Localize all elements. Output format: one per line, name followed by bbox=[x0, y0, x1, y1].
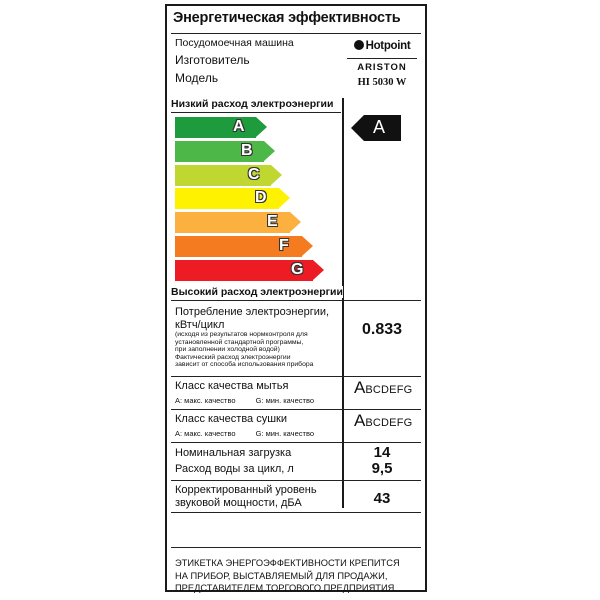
low-consumption-label: Низкий расход электроэнергии bbox=[171, 98, 334, 110]
water-label: Расход воды за цикл, л bbox=[175, 463, 294, 475]
high-consumption-label: Высокий расход электроэнергии bbox=[171, 286, 343, 298]
washing-class-big: A bbox=[354, 378, 366, 397]
footer-line-3: ПРЕДСТАВИТЕЛЕМ ТОРГОВОГО ПРЕДПРИЯТИЯ bbox=[175, 583, 395, 593]
footer-line-1: ЭТИКЕТКА ЭНЕРГОЭФФЕКТИВНОСТИ КРЕПИТСЯ bbox=[175, 558, 400, 568]
drying-class-label: Класс качества сушки bbox=[175, 413, 287, 425]
drying-scale-max: А: макс. качество bbox=[175, 429, 236, 438]
footer-top-rule bbox=[171, 512, 421, 513]
rating-letter: A bbox=[373, 117, 386, 137]
drying-class-rest: BCDEFG bbox=[365, 417, 413, 429]
brand-name: Hotpoint bbox=[365, 40, 411, 52]
brand-logo-icon bbox=[354, 40, 364, 50]
footer-line-2: НА ПРИБОР, ВЫСТАВЛЯЕМЫЙ ДЛЯ ПРОДАЖИ, bbox=[175, 570, 388, 581]
row-divider bbox=[171, 442, 421, 443]
efficiency-class-arrow-tip bbox=[302, 236, 313, 256]
energy-note-line-5: зависит от способа использования прибора bbox=[175, 361, 314, 369]
efficiency-class-arrow-tip bbox=[271, 165, 282, 185]
brand-logo bbox=[345, 40, 419, 52]
brand-subname: ARISTON bbox=[357, 62, 407, 73]
efficiency-class-letter: D bbox=[255, 189, 267, 206]
energy-label-line-2: кВтч/цикл bbox=[175, 318, 225, 331]
footer-note bbox=[175, 557, 400, 595]
energy-note-line-4: Фактический расход электроэнергии bbox=[175, 353, 291, 361]
efficiency-class-letter: C bbox=[248, 166, 260, 183]
energy-label-line-1: Потребление электроэнергии, bbox=[175, 306, 330, 318]
washing-scale bbox=[175, 396, 314, 405]
model-label: Модель bbox=[175, 71, 219, 85]
efficiency-class-letter: E bbox=[267, 213, 278, 230]
energy-consumption-label bbox=[175, 306, 329, 331]
efficiency-class-a bbox=[175, 117, 267, 138]
efficiency-class-arrow-tip bbox=[313, 260, 324, 280]
efficiency-class-arrow-tip bbox=[290, 212, 301, 232]
water-value: 9,5 bbox=[371, 460, 393, 477]
efficiency-class-letter: F bbox=[279, 237, 289, 254]
washing-class-rest: BCDEFG bbox=[365, 384, 413, 396]
efficiency-class-f bbox=[175, 236, 313, 257]
energy-note bbox=[175, 331, 313, 369]
column-divider bbox=[342, 98, 344, 508]
energy-note-line-1: (исходя из результатов нормконтроля для bbox=[175, 331, 308, 338]
drying-class-big: A bbox=[354, 411, 366, 430]
drying-class-value bbox=[354, 411, 412, 431]
label-title: Энергетическая эффективность bbox=[173, 10, 401, 26]
efficiency-class-d bbox=[175, 188, 290, 209]
energy-note-line-3: при заполнении холодной водой) bbox=[175, 346, 280, 354]
efficiency-class-letter: B bbox=[241, 142, 253, 159]
drying-scale-min: G: мин. качество bbox=[255, 429, 315, 438]
brand-divider bbox=[347, 58, 417, 59]
rating-arrow-tip bbox=[351, 115, 364, 141]
noise-label bbox=[175, 484, 317, 509]
efficiency-class-letter: G bbox=[291, 261, 304, 278]
scale-bottom-rule bbox=[171, 300, 421, 301]
efficiency-class-g bbox=[175, 260, 324, 281]
model-number: HI 5030 W bbox=[357, 77, 407, 88]
washing-class-value bbox=[354, 378, 412, 398]
manufacturer-label: Изготовитель bbox=[175, 53, 250, 67]
efficiency-class-b bbox=[175, 141, 275, 162]
efficiency-class-arrow-tip bbox=[256, 117, 267, 137]
brand-block bbox=[345, 40, 419, 88]
energy-consumption-value: 0.833 bbox=[361, 321, 403, 338]
noise-label-line-2: звуковой мощности, дБА bbox=[175, 496, 302, 509]
rating-arrow bbox=[351, 115, 401, 141]
footer-divider bbox=[171, 547, 421, 548]
noise-value: 43 bbox=[373, 490, 391, 507]
washing-scale-min: G: мин. качество bbox=[255, 396, 315, 405]
efficiency-class-c bbox=[175, 165, 282, 186]
capacity-label: Номинальная загрузка bbox=[175, 447, 292, 459]
washing-scale-max: А: макс. качество bbox=[175, 396, 236, 405]
efficiency-class-letter: A bbox=[233, 118, 245, 135]
row-divider bbox=[171, 480, 421, 481]
appliance-type: Посудомоечная машина bbox=[175, 37, 294, 49]
energy-label bbox=[165, 4, 427, 592]
efficiency-class-e bbox=[175, 212, 301, 233]
washing-class-label: Класс качества мытья bbox=[175, 380, 289, 392]
efficiency-class-arrow-tip bbox=[264, 141, 275, 161]
drying-scale bbox=[175, 429, 314, 438]
title-divider bbox=[171, 33, 421, 34]
noise-label-line-1: Корректированный уровень bbox=[175, 484, 317, 496]
energy-note-line-2: установленной стандартной программы, bbox=[175, 338, 304, 346]
row-divider bbox=[171, 409, 421, 410]
scale-top-rule bbox=[171, 112, 341, 113]
row-divider bbox=[171, 376, 421, 377]
capacity-value: 14 bbox=[373, 444, 391, 461]
efficiency-class-arrow-tip bbox=[279, 188, 290, 208]
